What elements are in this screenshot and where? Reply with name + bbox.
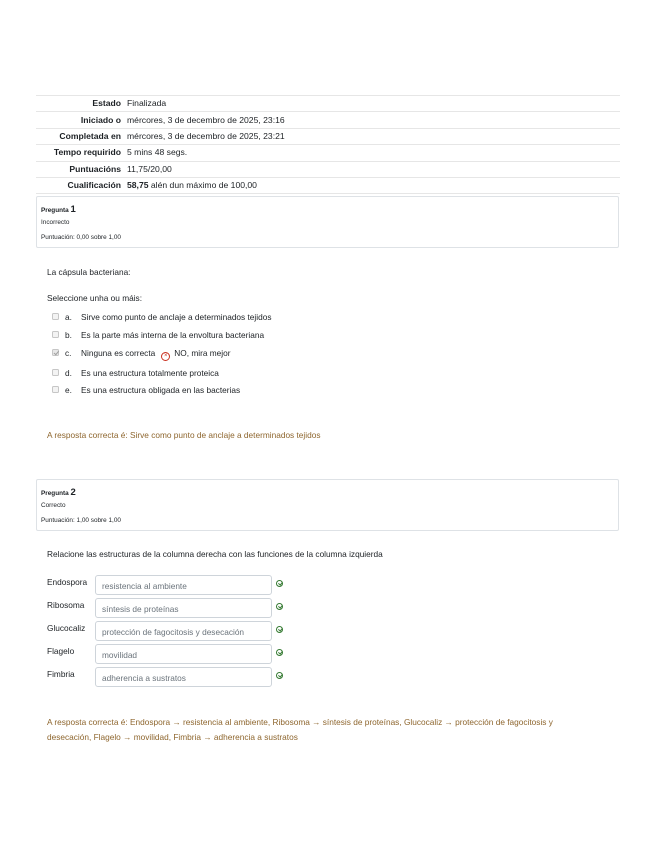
correct-icon [276,580,283,587]
option-text: Es una estructura obligada en las bacterias [81,385,241,395]
question-2-text: Relacione las estructuras de la columna derecha con las funciones de la columna izquierda [47,549,383,559]
option-feedback: NO, mira mejor [174,348,231,358]
option-checkbox[interactable] [52,313,59,320]
summary-label: Completada en [36,128,127,144]
match-stem: Glucocaliz [47,623,86,633]
correct-icon [276,603,283,610]
question-2-right-answer-line2: desecación, Flagelo → movilidad, Fimbria → adherencia a sustratos [47,732,298,742]
summary-value: 11,75/20,00 [127,161,620,177]
match-stem: Fimbria [47,669,75,679]
match-select[interactable]: protección de fagocitosis y desecación [95,621,272,641]
option-letter: e. [65,385,72,395]
incorrect-icon: × [161,352,170,361]
question-1-info [36,196,619,248]
summary-label: Puntuacións [36,161,127,177]
grade-bold: 58,75 [127,180,149,191]
question-2-info [36,479,619,531]
option-text-with-feedback [81,348,231,361]
option-checkbox[interactable] [52,369,59,376]
option-letter: d. [65,368,72,378]
question-number-value: 1 [70,204,76,215]
option-letter: c. [65,348,72,358]
match-select[interactable]: síntesis de proteínas [95,598,272,618]
summary-label: Estado [36,96,127,112]
summary-row-time [36,145,620,161]
attempt-summary-table [36,95,620,194]
option-text: Es una estructura totalmente proteica [81,368,219,378]
correct-icon [276,672,283,679]
option-letter: b. [65,330,72,340]
option-text: Es la parte más interna de la envoltura bacteriana [81,330,265,340]
question-1-right-answer: A resposta correcta é: Sirve como punto de anclaje a determinados tejidos [47,430,321,440]
option-checkbox-checked[interactable] [52,349,59,356]
question-state: Correcto [41,502,66,509]
correct-icon [276,626,283,633]
summary-row-state [36,96,620,112]
summary-row-grade [36,177,620,193]
question-prefix: Pregunta [41,490,69,497]
match-select[interactable]: resistencia al ambiente [95,575,272,595]
question-number [41,204,76,215]
summary-row-started [36,112,620,128]
match-stem: Ribosoma [47,600,85,610]
option-letter: a. [65,312,72,322]
option-checkbox[interactable] [52,331,59,338]
grade-rest: alén dun máximo de 100,00 [148,180,257,191]
summary-label: Tempo requirido [36,145,127,161]
summary-value: Finalizada [127,96,620,112]
question-2-right-answer-line1: A resposta correcta é: Endospora → resistencia al ambiente, Ribosoma → síntesis de proteínas, Glucocaliz → protección de fagocitosis y [47,717,553,727]
question-prefix: Pregunta [41,207,69,214]
option-text: Sirve como punto de anclaje a determinados tejidos [81,312,272,322]
summary-value: 5 mins 48 segs. [127,145,620,161]
summary-row-marks [36,161,620,177]
question-1-text: La cápsula bacteriana: [47,267,131,277]
question-grade: Puntuación: 0,00 sobre 1,00 [41,234,121,241]
question-number [41,487,76,498]
summary-label: Cualificación [36,177,127,193]
summary-label: Iniciado o [36,112,127,128]
option-text: Ninguna es correcta [81,348,156,358]
summary-grade-value [127,177,620,193]
match-select[interactable]: movilidad [95,644,272,664]
correct-icon [276,649,283,656]
question-1-prompt: Seleccione unha ou máis: [47,293,143,303]
question-state: Incorrecto [41,219,70,226]
summary-value: mércores, 3 de decembro de 2025, 23:21 [127,128,620,144]
match-stem: Flagelo [47,646,75,656]
option-checkbox[interactable] [52,386,59,393]
match-stem: Endospora [47,577,88,587]
match-select[interactable]: adherencia a sustratos [95,667,272,687]
summary-row-completed [36,128,620,144]
summary-value: mércores, 3 de decembro de 2025, 23:16 [127,112,620,128]
question-grade: Puntuación: 1,00 sobre 1,00 [41,517,121,524]
question-number-value: 2 [70,487,76,498]
